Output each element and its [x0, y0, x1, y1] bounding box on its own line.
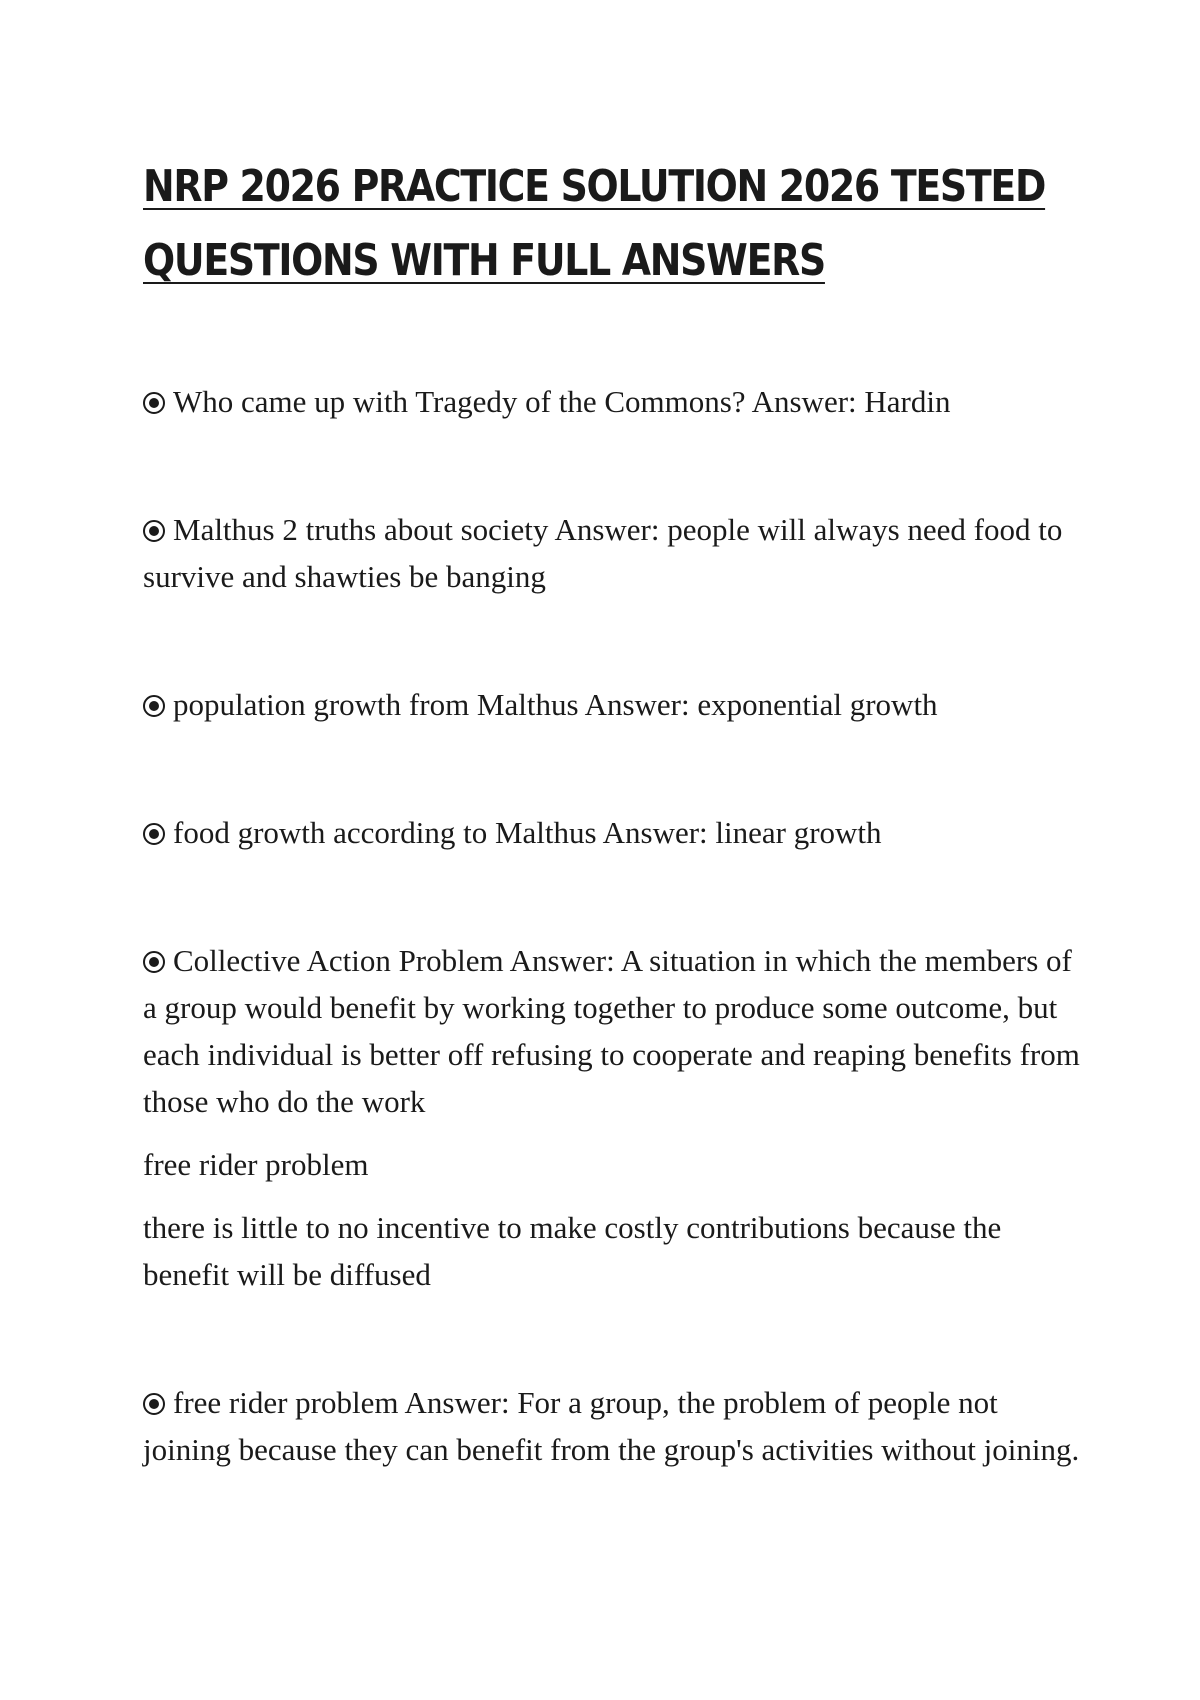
radio-bullet-icon: [143, 392, 165, 414]
qa-item: [143, 937, 1083, 1298]
qa-text: Collective Action Problem Answer: A situation in which the members of a group would benefit by working together to produce some outcome, but each individual is better off refusing to cooperate and reaping benefits from those who do the work: [143, 943, 1080, 1119]
radio-bullet-icon: [143, 1393, 165, 1415]
document-page: [143, 150, 1083, 1473]
radio-bullet-icon: [143, 520, 165, 542]
radio-bullet-icon: [143, 823, 165, 845]
qa-item: [143, 809, 1083, 856]
qa-text: Who came up with Tragedy of the Commons? Answer: Hardin: [173, 384, 951, 419]
radio-bullet-icon: [143, 951, 165, 973]
qa-item: [143, 1379, 1083, 1473]
qa-list: [143, 378, 1083, 1473]
qa-text: free rider problem Answer: For a group, the problem of people not joining because they can benefit from the group's activities without joining.: [143, 1385, 1080, 1467]
qa-text: population growth from Malthus Answer: exponential growth: [173, 687, 938, 722]
qa-extra-line: there is little to no incentive to make costly contributions because the benefit will be diffused: [143, 1210, 1002, 1292]
qa-text: Malthus 2 truths about society Answer: people will always need food to survive and shawties be banging: [143, 512, 1063, 594]
qa-item: [143, 378, 1083, 425]
qa-text: food growth according to Malthus Answer: linear growth: [173, 815, 882, 850]
qa-item: [143, 506, 1083, 600]
radio-bullet-icon: [143, 695, 165, 717]
qa-extra-line: free rider problem: [143, 1147, 369, 1182]
qa-item: [143, 681, 1083, 728]
document-title: NRP 2026 PRACTICE SOLUTION 2026 TESTED QUESTIONS WITH FULL ANSWERS: [143, 161, 1046, 286]
